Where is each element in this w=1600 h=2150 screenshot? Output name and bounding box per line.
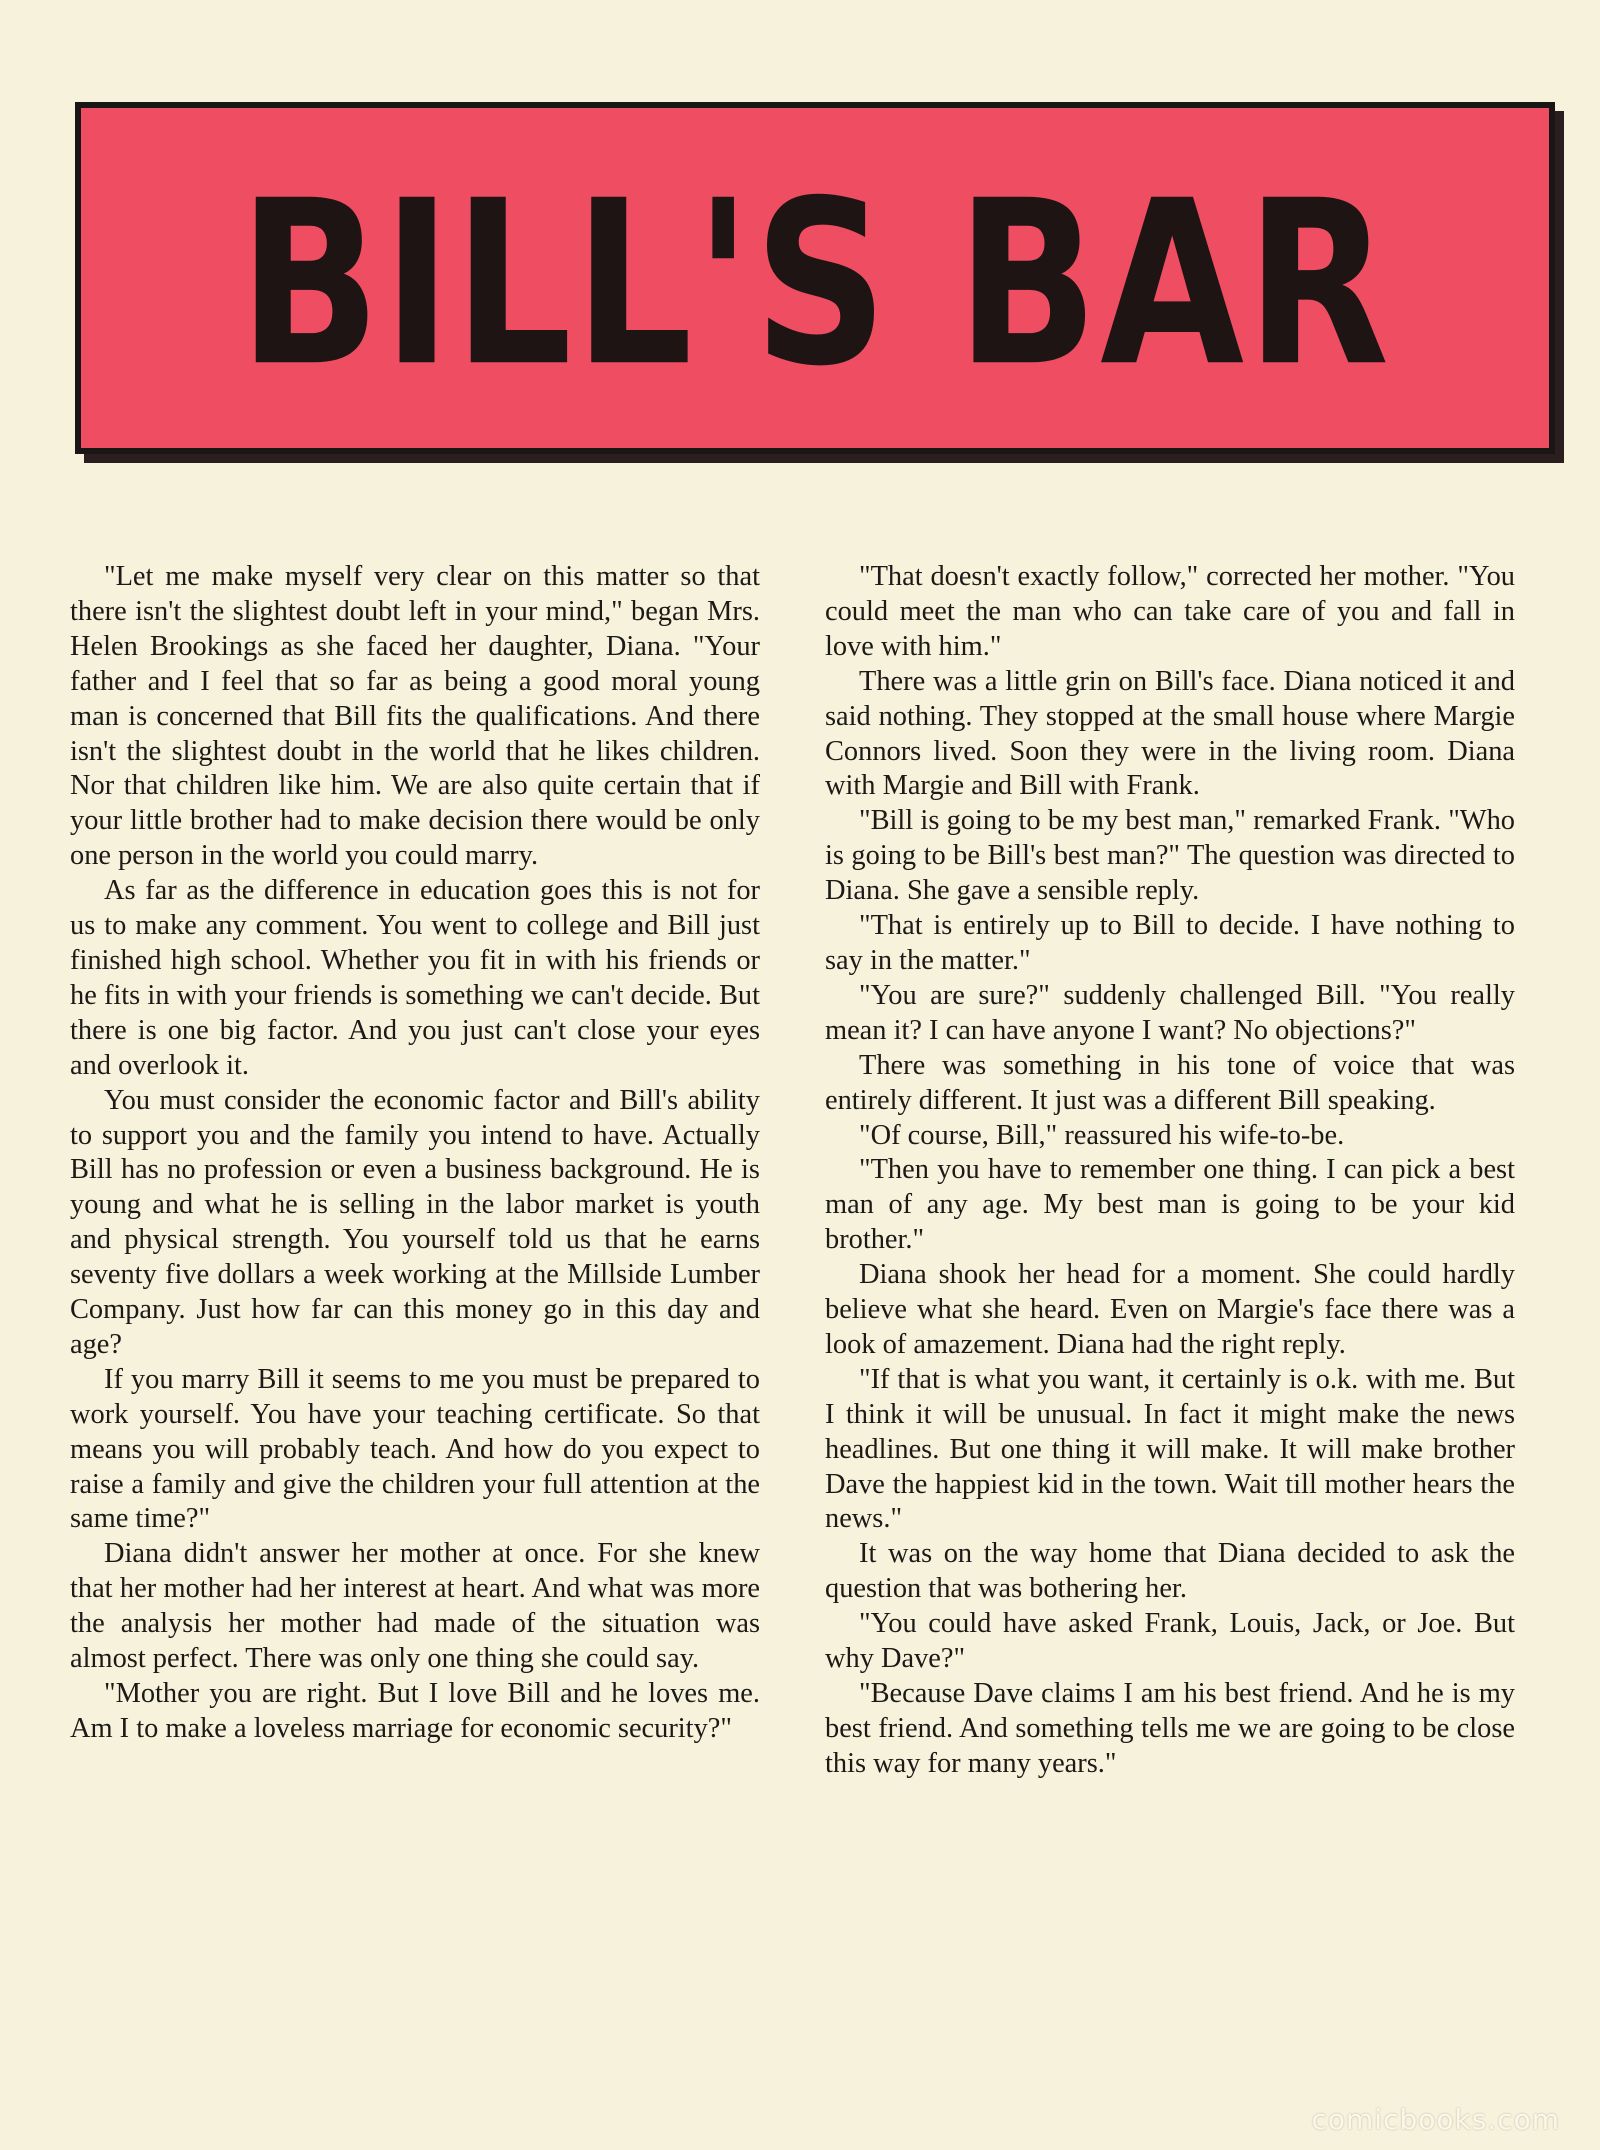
paragraph: As far as the difference in education goes this is not for us to make any comment. You went to college and Bill just finished high school. Whether you fit in with his friends or he fits in with your friends is something we can't decide. But there is one big factor. And you just can't close your eyes and overlook it. — [70, 875, 760, 1081]
paragraph: "Because Dave claims I am his best friend. And he is my best friend. And something tells me we are going to be close this way for many years." — [825, 1678, 1515, 1779]
paragraph: "That doesn't exactly follow," corrected her mother. "You could meet the man who can take care of you and fall in love with him." — [825, 561, 1515, 662]
left-column — [70, 560, 760, 1747]
title-banner — [75, 102, 1555, 454]
paragraph: "Bill is going to be my best man," remarked Frank. "Who is going to be Bill's best man?" The question was directed to Diana. She gave a sensible reply. — [825, 805, 1515, 907]
paragraph: "Let me make myself very clear on this matter so that there isn't the slightest doubt left in your mind," began Mrs. Helen Brookings as she faced her daughter, Diana. "Your father and I feel that so far as being a good moral young man is concerned that Bill fits the qualifications. And there isn't the slightest doubt in the world that he likes children. Nor that children like him. We are also quite certain that if your little brother had to make decision there would be only one person in the world you could marry. — [70, 561, 760, 872]
story-title: BILL'S BAR — [238, 150, 1392, 416]
paragraph: "You are sure?" suddenly challenged Bill. "You really mean it? I can have anyone I want? No objections?" — [825, 979, 1515, 1046]
paragraph: "Mother you are right. But I love Bill and he loves me. Am I to make a loveless marriage for economic security?" — [70, 1678, 760, 1744]
paragraph: Diana shook her head for a moment. She could hardly believe what she heard. Even on Margie's face there was a look of amazement. Diana had the right reply. — [825, 1259, 1515, 1360]
paragraph: It was on the way home that Diana decided to ask the question that was bothering her. — [825, 1538, 1515, 1605]
paragraph: "If that is what you want, it certainly is o.k. with me. But I think it will be unusual. In fact it might make the news headlines. But one thing it will make. It will make brother Dave the happiest kid in the town. Wait till mother hears the news." — [825, 1363, 1515, 1535]
paragraph: "That is entirely up to Bill to decide. I have nothing to say in the matter." — [825, 910, 1515, 976]
paragraph: There was something in his tone of voice that was entirely different. It just was a different Bill speaking. — [825, 1049, 1515, 1116]
paragraph: Diana didn't answer her mother at once. For she knew that her mother had her interest at heart. And what was more the analysis her mother had made of the situation was almost perfect. There was only one thing she could say. — [70, 1538, 760, 1675]
right-column — [825, 560, 1515, 1782]
paragraph: If you marry Bill it seems to me you must be prepared to work yourself. You have your teaching certificate. So that means you will probably teach. And how do you expect to raise a family and give the children your full attention at the same time?" — [70, 1363, 760, 1535]
paragraph: You must consider the economic factor and Bill's ability to support you and the family you intend to have. Actually Bill has no profession or even a business background. He is young and what he is selling in the labor market is youth and physical strength. You yourself told us that he earns seventy five dollars a week working at the Millside Lumber Company. Just how far can this money go in this day and age? — [70, 1084, 760, 1360]
paragraph: "You could have asked Frank, Louis, Jack, or Joe. But why Dave?" — [825, 1608, 1515, 1675]
watermark-text: comicbooks.com — [1311, 2103, 1560, 2136]
paragraph: "Of course, Bill," reassured his wife-to-be. — [859, 1119, 1345, 1151]
paragraph: "Then you have to remember one thing. I can pick a best man of any age. My best man is going to be your kid brother." — [825, 1154, 1515, 1256]
paragraph: There was a little grin on Bill's face. Diana noticed it and said nothing. They stopped at the small house where Margie Connors lived. Soon they were in the living room. Diana with Margie and Bill with Frank. — [825, 665, 1515, 802]
